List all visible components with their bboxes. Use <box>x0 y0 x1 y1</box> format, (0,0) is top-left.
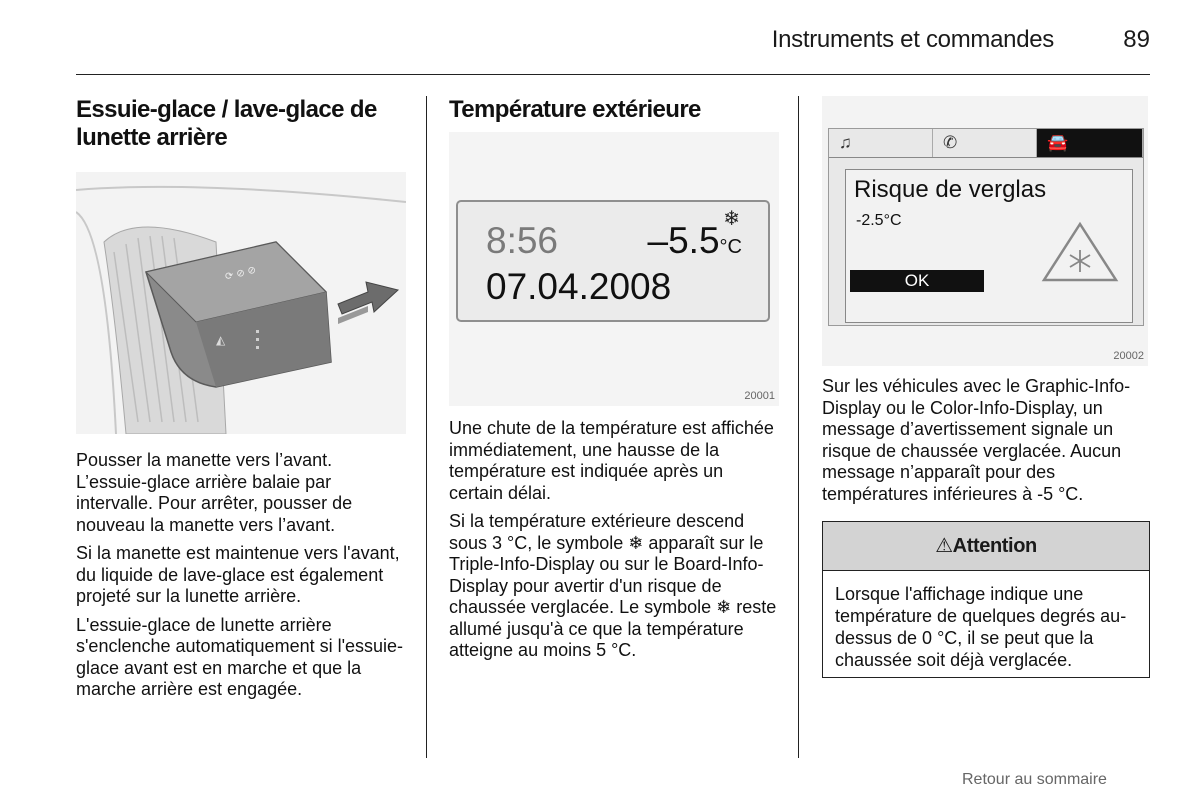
warning-snow-icon <box>1040 220 1120 284</box>
wiper-lever-icon <box>76 172 406 434</box>
temperature-display-figure <box>449 132 779 406</box>
triple-info-display <box>456 200 770 322</box>
attention-box <box>822 521 1150 678</box>
attention-body <box>823 571 1149 677</box>
display-time: 8:56 <box>486 220 559 261</box>
display-temperature <box>648 220 742 262</box>
paragraph: L'essuie-glace de lunette arrière s'enclenche automatiquement si l'essuie-glace avant est en marche et que la marche arrière est engagée. <box>76 614 404 699</box>
ok-button: OK <box>850 270 984 292</box>
page-header <box>76 24 1150 58</box>
tab-audio <box>829 129 933 157</box>
figure-code: 20001 <box>744 390 775 402</box>
warning-title: Risque de verglas <box>854 176 1047 203</box>
ice-warning-display-figure <box>822 96 1148 366</box>
column-rear-wiper <box>76 96 406 708</box>
svg-text:⟳ ⊘ ⊘: ⟳ ⊘ ⊘ <box>224 264 258 283</box>
svg-text:◭: ◭ <box>216 333 226 347</box>
column-outside-temperature <box>449 96 779 669</box>
column-ice-warning <box>822 96 1150 678</box>
section-heading: Essuie-glace / lave-glace de lunette arrière <box>76 96 377 151</box>
temperature-value: –5.5 <box>647 220 720 261</box>
phone-icon: ✆ <box>943 133 958 152</box>
car-icon: 🚘 <box>1047 133 1069 152</box>
attention-text: Lorsque l'affichage indique une température de quelques degrés au-dessus de 0 °C, il se peut que la chaussée soit déjà verglacée. <box>835 584 1127 670</box>
attention-title: ⚠Attention <box>823 522 1149 571</box>
display-tabs <box>829 129 1143 158</box>
section-heading: Température extérieure <box>449 96 701 123</box>
paragraph: Si la manette est maintenue vers l'avant, du liquide de lave-glace est également projeté sur la lunette arrière. <box>76 543 400 606</box>
music-icon: ♫ <box>839 133 852 152</box>
color-info-display <box>828 128 1144 326</box>
wiper-lever-illustration <box>76 172 406 434</box>
paragraph: Sur les véhicules avec le Graphic-Info-Display ou le Color-Info-Display, un message d’avertissement signale un risque de chaussée verglacée. Aucun message n’apparaît pour des températures inférieures à -5 °C. <box>822 376 1131 504</box>
paragraph: Pousser la manette vers l’avant. L’essuie-glace arrière balaie par intervalle. Pour arrêter, pousser de nouveau la manette vers l’avant. <box>76 450 353 535</box>
back-to-contents-link[interactable]: Retour au sommaire <box>962 771 1107 788</box>
temperature-unit: °C <box>719 236 742 258</box>
section-title: Instruments et commandes <box>771 26 1054 53</box>
warning-message <box>845 169 1133 323</box>
display-date: 07.04.2008 <box>486 266 672 307</box>
page-number: 89 <box>1123 26 1150 53</box>
tab-phone <box>933 129 1037 157</box>
tab-vehicle <box>1037 129 1143 157</box>
paragraph: Une chute de la température est affichée immédiatement, une hausse de la température est indiquée après un certain délai. <box>449 418 774 503</box>
warning-temperature: -2.5°C <box>856 212 902 229</box>
snowflake-icon: ❄ <box>723 208 740 230</box>
column-divider <box>798 96 799 758</box>
figure-code: 20002 <box>1113 350 1144 362</box>
paragraph: Si la température extérieure descend sous 3 °C, le symbole ❄ apparaît sur le Triple-Info-Display ou sur le Board-Info-Display pour avertir d'un risque de chaussée verglacée. Le symbole ❄ reste allumé jusqu'à ce que la température atteigne au moins 5 °C. <box>449 511 777 660</box>
header-rule <box>76 74 1150 75</box>
column-divider <box>426 96 427 758</box>
